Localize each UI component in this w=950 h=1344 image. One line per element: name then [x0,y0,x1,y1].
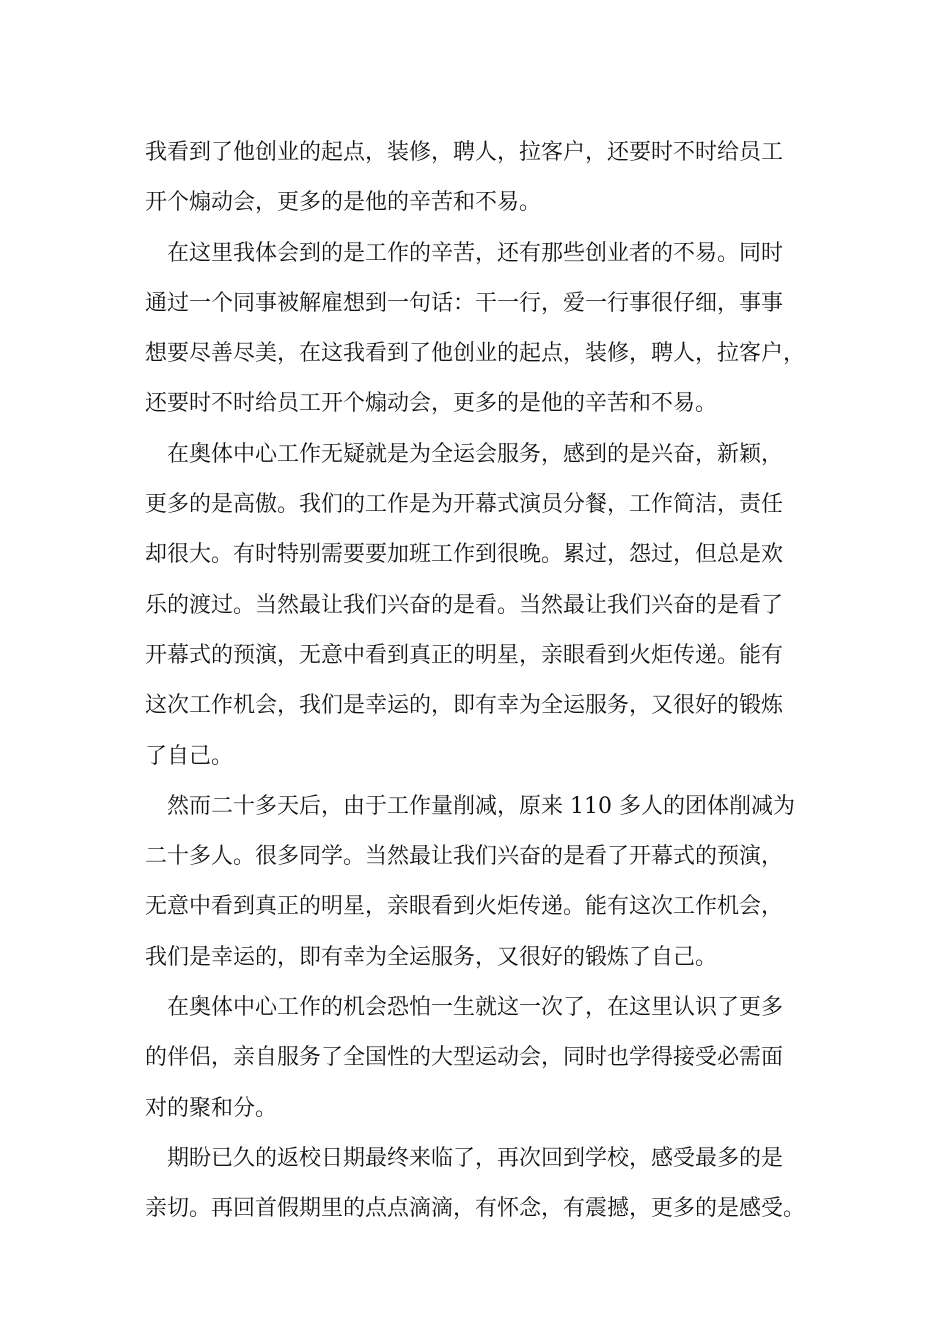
text-line: 更多的是高傲。我们的工作是为开幕式演员分餐，工作简洁，责任 [145,492,784,518]
text-line: 了自己。 [145,743,234,769]
text-line: 通过一个同事被解雇想到一句话：干一行，爱一行事很仔细，事事 [145,290,784,316]
text-line: 却很大。有时特别需要要加班工作到很晚。累过，怨过，但总是欢 [145,542,784,568]
text-line: 开幕式的预演，无意中看到真正的明星，亲眼看到火炬传递。能有 [145,642,784,668]
text-line: 我们是幸运的，即有幸为全运服务，又很好的锻炼了自己。 [145,944,718,970]
text-line: 亲切。再回首假期里的点点滴滴，有怀念，有震撼，更多的是感受。 [145,1196,806,1222]
text-line: 二十多人。很多同学。当然最让我们兴奋的是看了开幕式的预演， [145,844,784,870]
paragraph-start-line: 在这里我体会到的是工作的辛苦，还有那些创业者的不易。同时 [167,240,784,266]
text-line: 对的聚和分。 [145,1095,278,1121]
paragraph-start-line: 在奥体中心工作的机会恐怕一生就这一次了，在这里认识了更多 [167,995,784,1021]
text-line: 无意中看到真正的明星，亲眼看到火炬传递。能有这次工作机会， [145,894,784,920]
text-line: 乐的渡过。当然最让我们兴奋的是看。当然最让我们兴奋的是看了 [145,592,784,618]
text-line: 这次工作机会，我们是幸运的，即有幸为全运服务，又很好的锻炼 [145,693,784,719]
text-line: 还要时不时给员工开个煽动会，更多的是他的辛苦和不易。 [145,391,718,417]
text-line: 想要尽善尽美，在这我看到了他创业的起点，装修，聘人，拉客户， [145,341,806,367]
document-body [145,128,815,1235]
text-line: 我看到了他创业的起点，装修，聘人，拉客户，还要时不时给员工 [145,140,784,165]
text-line: 开个煽动会，更多的是他的辛苦和不易。 [145,190,542,216]
paragraph-start-line: 在奥体中心工作无疑就是为全运会服务，感到的是兴奋，新颖， [167,441,784,467]
text-line: 的伴侣，亲自服务了全国性的大型运动会，同时也学得接受必需面 [145,1045,784,1071]
paragraph-start-line: 然而二十多天后，由于工作量削减，原来 110 多人的团体削减为 [167,793,795,819]
paragraph-start-line: 期盼已久的返校日期最终来临了，再次回到学校，感受最多的是 [167,1145,784,1171]
